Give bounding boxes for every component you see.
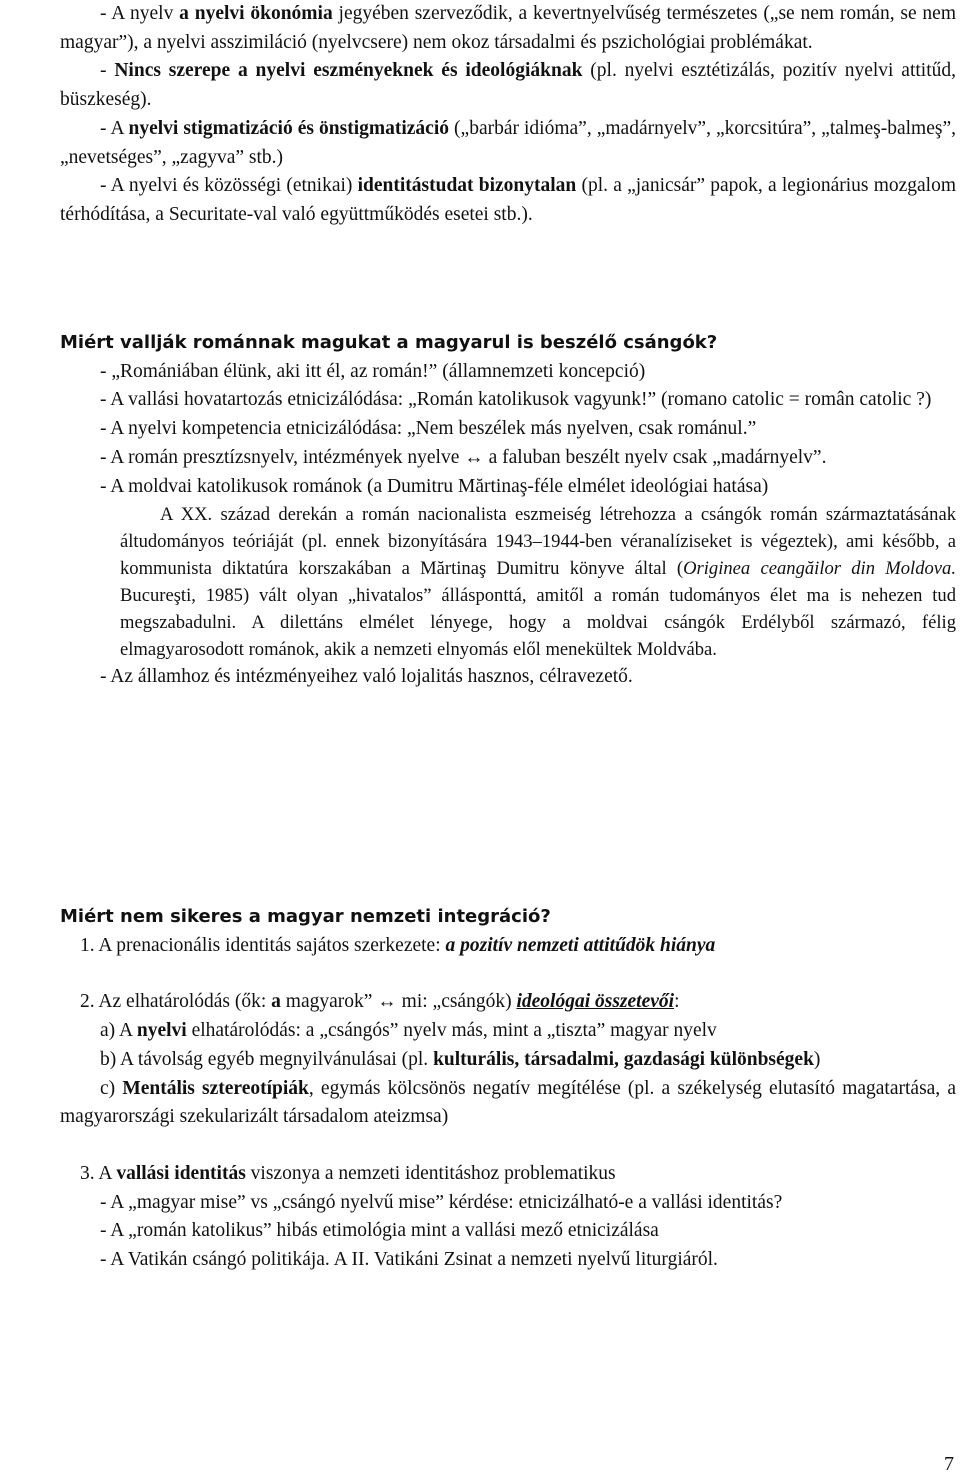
text: - A nyelv xyxy=(100,3,180,24)
sub-item-c xyxy=(60,1075,956,1132)
numbered-item-3 xyxy=(40,1160,956,1189)
sub-item-a xyxy=(60,1017,956,1046)
text: A XX. század derekán a román nacionalista eszmeiség létrehozza a csángók román származtatásának áltudományos teóriáját (pl. ennek bizonyítására 1943–1944-ben véranalíziseket is végeztek), ami később, a kommunista diktatúra korszakában a Mărtinaş Dumitru könyve által ( xyxy=(120,504,956,580)
text: (pl. nyelvi esztétizálás, pozitív nyelvi attitűd, büszkeség). xyxy=(60,60,957,111)
bold-text: a xyxy=(271,991,281,1013)
bold-text: nyelvi stigmatizáció és önstigmatizáció xyxy=(128,117,450,139)
section-integration xyxy=(60,903,956,1275)
list-item: - A moldvai katolikusok románok (a Dumitru Mărtinaş-féle elmélet ideológiai hatása) xyxy=(100,475,769,497)
text: ) xyxy=(813,1048,821,1070)
list-block-1 xyxy=(60,0,956,230)
list-item: - A román presztízsnyelv, intézmények nyelve ↔ a faluban beszélt nyelv csak „madárnyelv”. xyxy=(100,446,827,468)
bold-text: a nyelvi ökonómia xyxy=(179,3,333,24)
list-item: - „Romániában élünk, aki itt él, az román!” (államnemzeti koncepció) xyxy=(100,360,646,382)
text: 2. Az elhatárolódás (ők: xyxy=(80,991,272,1013)
text: - A xyxy=(100,117,129,139)
text: : xyxy=(674,991,680,1013)
text: - A nyelvi és közösségi (etnikai) xyxy=(100,175,358,197)
bold-text: vallási identitás xyxy=(116,1162,246,1184)
section-heading: Miért vallják románnak magukat a magyarul is beszélő csángók? xyxy=(60,332,718,353)
text: Bucureşti, 1985) vált olyan „hivatalos” állásponttá, amitől a román tudományos élet ma is nehezen tud megszabadulni. A dilettáns elmélet lényege, hogy a moldvai csángók Erdélyből származó, félig elmagyarosodott románok, akik a nemzeti elnyomás elől menekültek Moldvába. xyxy=(120,585,956,661)
paragraph-stigma xyxy=(60,115,956,172)
text: , egymás kölcsönös negatív megítélése (pl. a székelység elutasító magatartása, a magyarországi szekularizált társadalom ateizmsa) xyxy=(60,1077,956,1128)
section-heading: Miért nem sikeres a magyar nemzeti integráció? xyxy=(60,906,551,927)
indented-paragraph xyxy=(120,501,956,663)
list-item: - A „magyar mise” vs „csángó nyelvű mise” kérdése: etnicizálható-e a vallási identitás? xyxy=(100,1191,783,1213)
bold-italic-underlined-text: ideológai összetevői xyxy=(516,991,675,1013)
text: (pl. a „janicsár” papok, a legionárius mozgalom térhódítása, a Securitate-val való együttműködés esetei stb.). xyxy=(60,175,957,225)
page-number: 7 xyxy=(944,1453,954,1475)
text: viszonya a nemzeti identitáshoz problematikus xyxy=(245,1162,616,1184)
text: magyarok” ↔ mi: „csángók) xyxy=(280,991,517,1013)
bold-text: nyelvi xyxy=(136,1020,187,1042)
text: elhatárolódás: a „csángós” nyelv más, mint a „tiszta” magyar nyelv xyxy=(186,1020,717,1042)
text: - xyxy=(100,60,115,82)
text: 1. A prenacionális identitás sajátos szerkezete: xyxy=(80,934,446,956)
text: jegyében szerveződik, a kevertnyelvűség természetes („se nem román, se nem magyar”), a nyelvi asszimiláció (nyelvcsere) nem okoz társadalmi és pszichológiai problémákat. xyxy=(60,3,957,53)
bold-text: identitástudat bizonytalan xyxy=(357,175,577,197)
section-why-romanian xyxy=(60,329,956,692)
list-item: - A Vatikán csángó politikája. A II. Vatikáni Zsinat a nemzeti nyelvű liturgiáról. xyxy=(100,1249,718,1271)
list-item: - A „román katolikus” hibás etimológia mint a vallási mező etnicizálása xyxy=(100,1220,659,1242)
bold-text: kulturális, társadalmi, gazdasági különbségek xyxy=(433,1048,814,1070)
numbered-item-1 xyxy=(40,932,956,961)
paragraph-ideals xyxy=(60,57,956,114)
paragraph-economy xyxy=(60,0,956,57)
italic-title: Originea ceangăilor din Moldova. xyxy=(683,558,956,580)
bold-text: Nincs szerepe a nyelvi eszményeknek és ideológiáknak xyxy=(114,60,583,82)
paragraph-identity xyxy=(60,172,956,229)
list-item: - Az államhoz és intézményeihez való lojalitás hasznos, célravezető. xyxy=(100,666,633,688)
bold-italic-text: a pozitív nemzeti attitűdök hiánya xyxy=(445,934,716,956)
sub-item-b xyxy=(60,1046,956,1075)
list-item: - A vallási hovatartozás etnicizálódása: „Román katolikusok vagyunk!” (romano catolic = român catolic ?) xyxy=(100,389,932,411)
list-item: - A nyelvi kompetencia etnicizálódása: „Nem beszélek más nyelven, csak románul.” xyxy=(100,418,757,440)
text: c) xyxy=(100,1077,123,1099)
text: b) A távolság egyéb megnyilvánulásai (pl. xyxy=(100,1048,434,1070)
text: a) A xyxy=(100,1020,137,1042)
numbered-item-2 xyxy=(40,988,956,1017)
text: („barbár idióma”, „madárnyelv”, „korcsitúra”, „talmeş-balmeş”, „nevetséges”, „zagyva” stb.) xyxy=(60,117,956,168)
bold-text: Mentális sztereotípiák xyxy=(122,1077,309,1099)
text: 3. A xyxy=(80,1162,117,1184)
